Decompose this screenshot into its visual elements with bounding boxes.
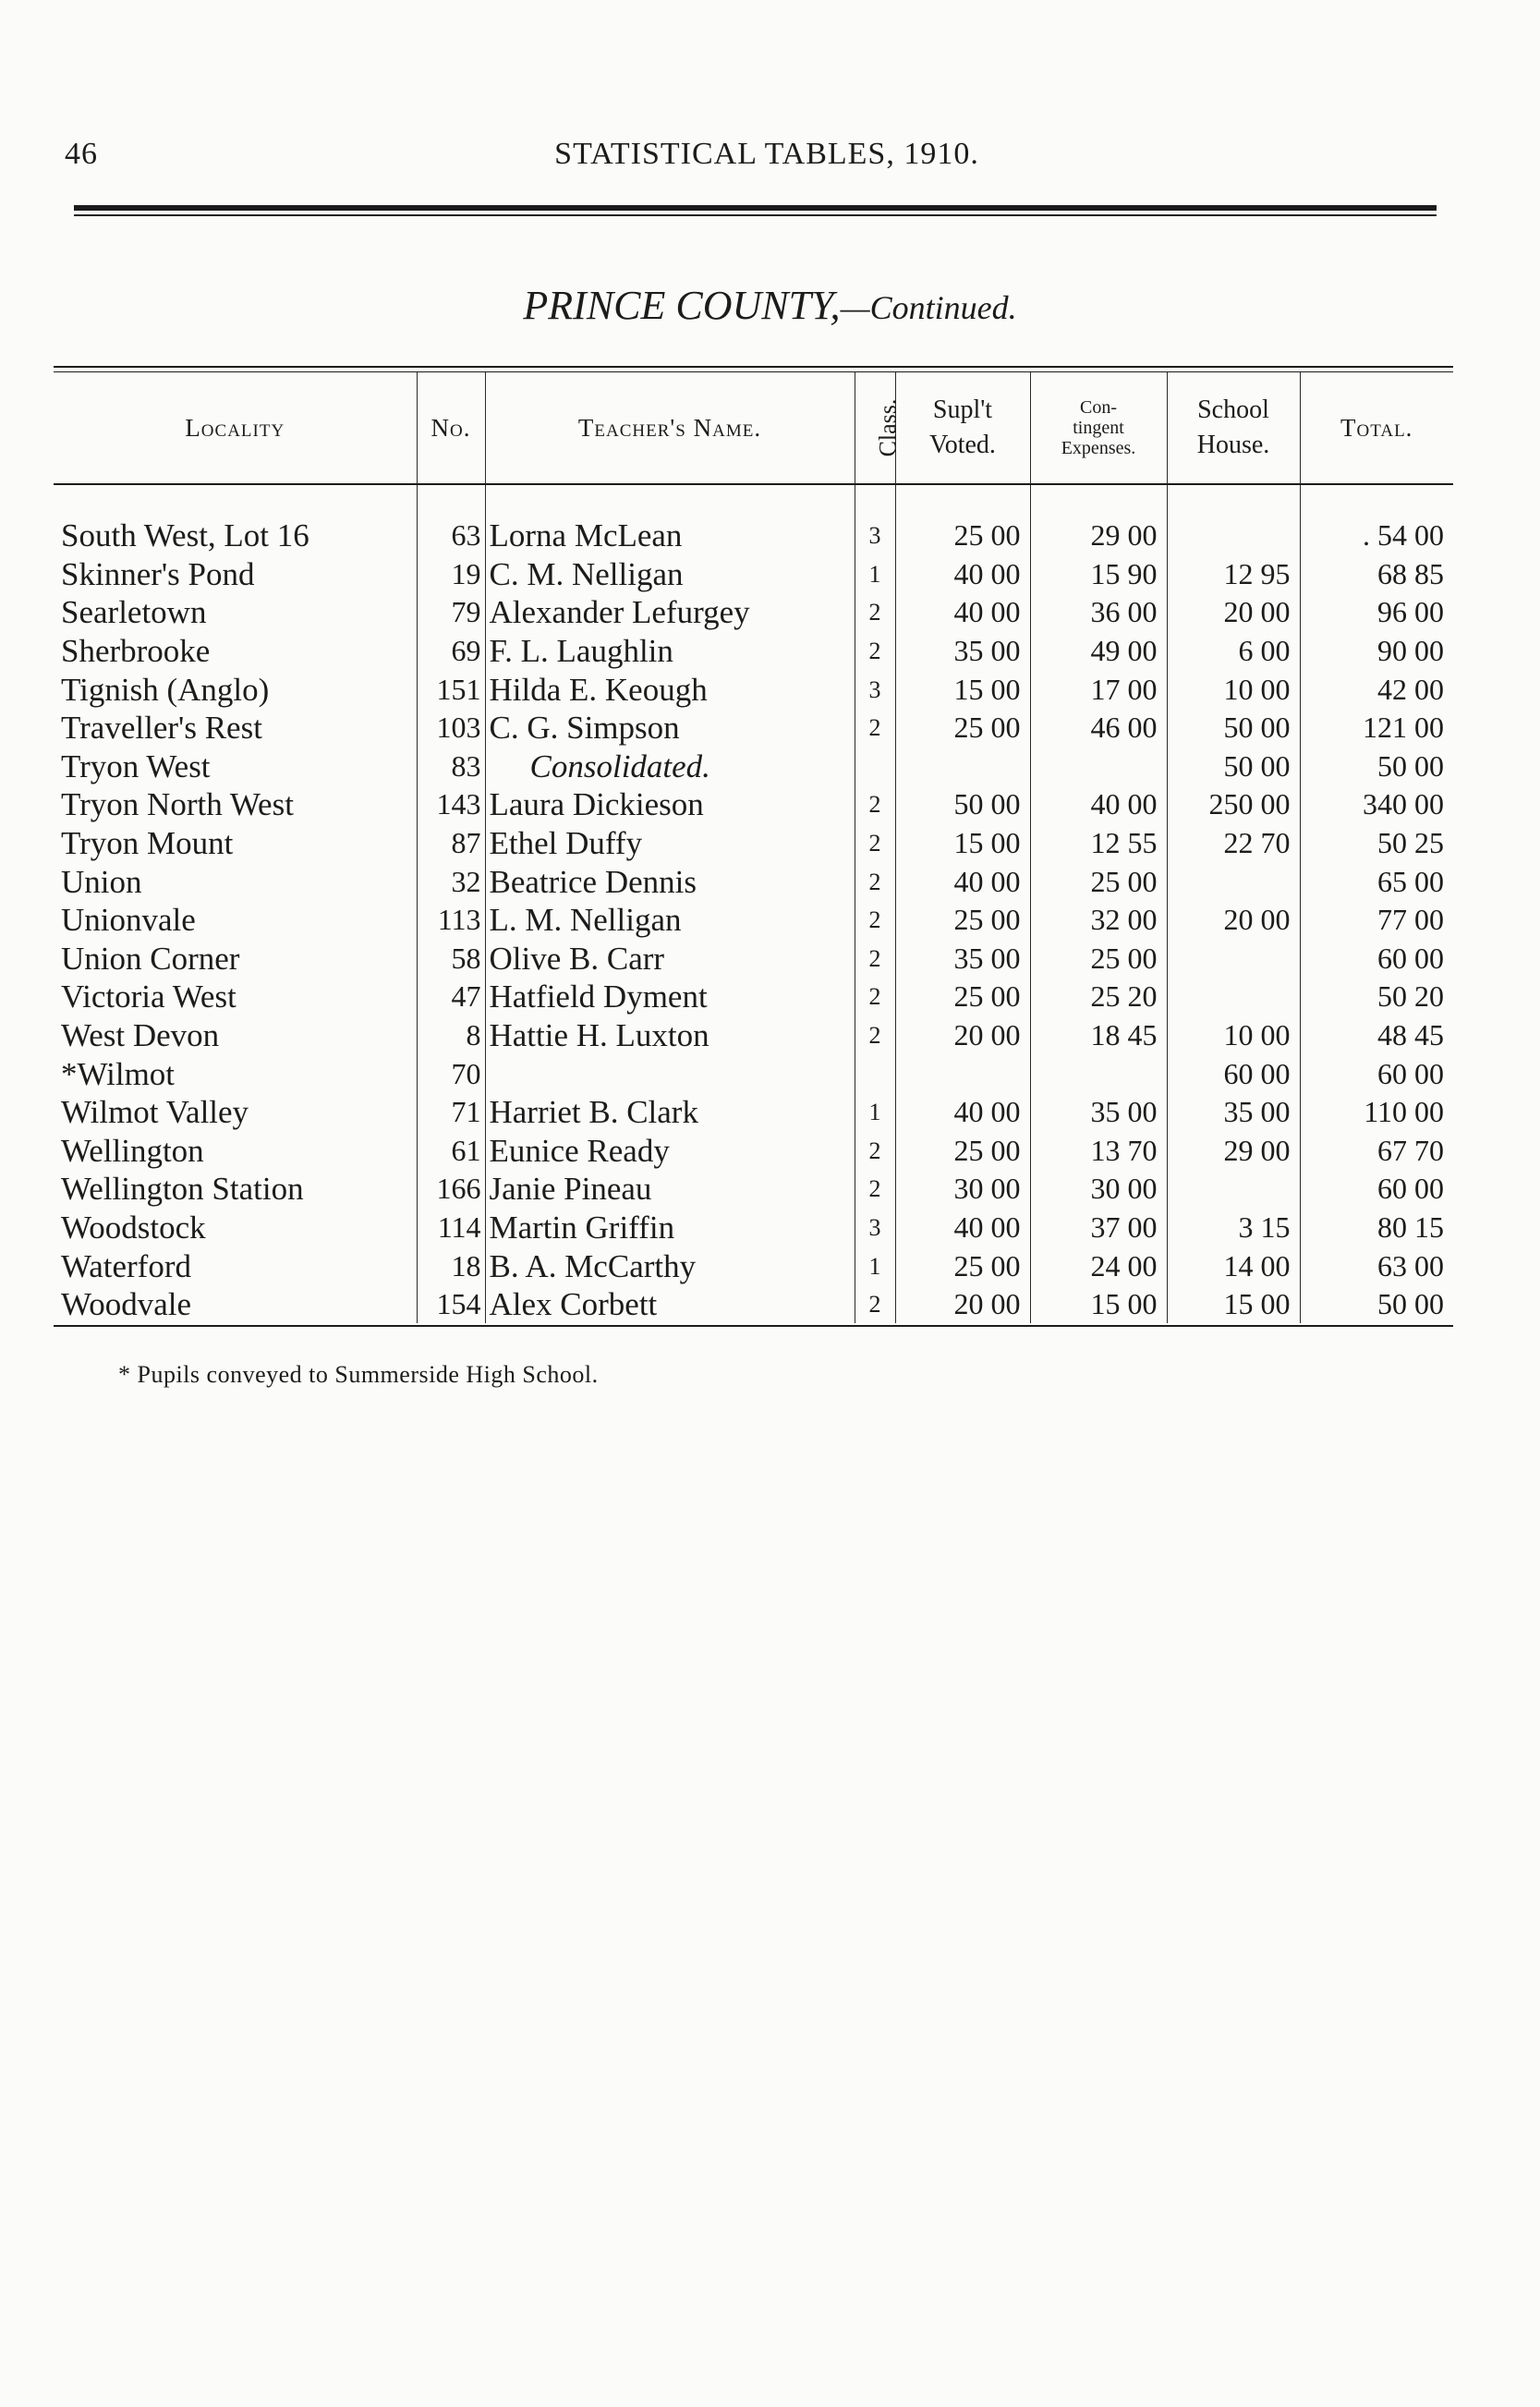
cell-school-house (1167, 1170, 1300, 1209)
cell-school-house: 29 00 (1167, 1132, 1300, 1171)
cell-teacher: Eunice Ready (485, 1132, 855, 1171)
cell-total: 77 00 (1300, 901, 1453, 940)
section-title-continued: —Continued. (840, 289, 1017, 326)
cell-total: 60 00 (1300, 940, 1453, 979)
cell-locality: Tryon North West (61, 786, 294, 823)
cell-school-house: 6 00 (1167, 632, 1300, 671)
cell-teacher: Hattie H. Luxton (485, 1016, 855, 1055)
cell-total: 65 00 (1300, 862, 1453, 901)
cell-school-no: 114 (417, 1209, 485, 1247)
cell-teacher (485, 1054, 855, 1093)
cell-class: 2 (855, 1285, 895, 1324)
cell-locality: Wellington (61, 1132, 204, 1169)
cell-school-house: 60 00 (1167, 1054, 1300, 1093)
col-header-contingent (1030, 372, 1167, 484)
col-cont-line3: Expenses. (1061, 438, 1136, 458)
cell-school-no: 58 (417, 940, 485, 979)
cell-school-house: 14 00 (1167, 1246, 1300, 1285)
cell-supl-voted: 20 00 (895, 1285, 1030, 1324)
cell-school-house: 12 95 (1167, 555, 1300, 594)
cell-contingent: 15 90 (1030, 555, 1167, 594)
col-supl-line2: Voted. (929, 431, 996, 459)
cell-total: 121 00 (1300, 709, 1453, 748)
cell-supl-voted: 25 00 (895, 1132, 1030, 1171)
col-header-class (855, 372, 901, 484)
cell-teacher: C. G. Simpson (485, 709, 855, 748)
col-no-label: No. (430, 413, 471, 442)
cell-class: 2 (855, 824, 895, 863)
page-number: 46 (65, 137, 98, 171)
table-row (54, 632, 1453, 671)
cell-locality: Traveller's Rest (61, 710, 262, 747)
cell-teacher: Laura Dickieson (485, 785, 855, 824)
cell-contingent: 25 00 (1030, 940, 1167, 979)
cell-teacher: L. M. Nelligan (485, 901, 855, 940)
cell-school-house: 250 00 (1167, 785, 1300, 824)
cell-contingent: 49 00 (1030, 632, 1167, 671)
cell-supl-voted: 40 00 (895, 1093, 1030, 1132)
cell-locality: Searletown (61, 594, 207, 631)
cell-class: 2 (855, 632, 895, 671)
cell-teacher: Consolidated. (485, 748, 855, 786)
cell-class: 2 (855, 785, 895, 824)
cell-school-no: 63 (417, 484, 485, 555)
footnote: * Pupils conveyed to Summerside High School. (118, 1361, 599, 1388)
cell-supl-voted: 25 00 (895, 978, 1030, 1016)
cell-school-no: 113 (417, 901, 485, 940)
cell-teacher: Olive B. Carr (485, 940, 855, 979)
cell-school-no: 18 (417, 1246, 485, 1285)
cell-school-house: 3 15 (1167, 1209, 1300, 1247)
col-class-label: Class. (873, 398, 901, 457)
cell-contingent: 29 00 (1030, 484, 1167, 555)
section-title (0, 282, 1540, 329)
cell-class: 2 (855, 593, 895, 632)
cell-teacher: Lorna McLean (485, 484, 855, 555)
cell-total: 48 45 (1300, 1016, 1453, 1055)
cell-supl-voted: 25 00 (895, 901, 1030, 940)
cell-school-house: 22 70 (1167, 824, 1300, 863)
cell-locality: Tignish (Anglo) (61, 671, 270, 708)
col-supl-line1: Supl't (932, 395, 993, 424)
cell-contingent: 24 00 (1030, 1246, 1167, 1285)
col-header-total (1300, 372, 1453, 484)
col-total-label: Total. (1340, 413, 1413, 442)
cell-supl-voted: 40 00 (895, 1209, 1030, 1247)
cell-contingent: 46 00 (1030, 709, 1167, 748)
cell-contingent: 25 00 (1030, 862, 1167, 901)
cell-teacher: Alexander Lefurgey (485, 593, 855, 632)
running-title: STATISTICAL TABLES, 1910. (554, 137, 979, 171)
cell-school-house: 15 00 (1167, 1285, 1300, 1324)
cell-class (855, 1054, 895, 1093)
statistics-table (54, 372, 1453, 1323)
cell-school-house: 10 00 (1167, 670, 1300, 709)
table-row (54, 670, 1453, 709)
table-row (54, 1016, 1453, 1055)
cell-locality: Waterford (61, 1247, 191, 1284)
table-row (54, 593, 1453, 632)
table-row (54, 1054, 1453, 1093)
header-rule (74, 205, 1437, 211)
cell-contingent: 17 00 (1030, 670, 1167, 709)
cell-school-no: 70 (417, 1054, 485, 1093)
cell-class: 3 (855, 1209, 895, 1247)
cell-supl-voted (895, 748, 1030, 786)
col-header-no (417, 372, 485, 484)
cell-total: 96 00 (1300, 593, 1453, 632)
cell-school-no: 79 (417, 593, 485, 632)
col-cont-line1: Con- (1080, 397, 1117, 418)
cell-supl-voted: 25 00 (895, 1246, 1030, 1285)
cell-supl-voted: 40 00 (895, 593, 1030, 632)
cell-total: 50 25 (1300, 824, 1453, 863)
cell-school-no: 87 (417, 824, 485, 863)
cell-total: 50 00 (1300, 1285, 1453, 1324)
cell-supl-voted (895, 1054, 1030, 1093)
cell-locality: Union Corner (61, 940, 240, 977)
cell-teacher: Alex Corbett (485, 1285, 855, 1324)
cell-school-house: 20 00 (1167, 901, 1300, 940)
table-row (54, 862, 1453, 901)
cell-contingent: 12 55 (1030, 824, 1167, 863)
table-row (54, 1132, 1453, 1171)
cell-school-no: 32 (417, 862, 485, 901)
table-top-rule (54, 366, 1453, 368)
cell-school-house: 35 00 (1167, 1093, 1300, 1132)
cell-total: . 54 00 (1300, 484, 1453, 555)
cell-locality: Wilmot Valley (61, 1094, 249, 1131)
cell-supl-voted: 25 00 (895, 484, 1030, 555)
cell-class: 2 (855, 862, 895, 901)
cell-locality: Tryon West (61, 748, 211, 784)
cell-class: 2 (855, 901, 895, 940)
col-header-school-house (1167, 372, 1300, 484)
cell-school-house: 50 00 (1167, 709, 1300, 748)
col-locality-label: Locality (185, 413, 285, 442)
col-header-locality (54, 372, 417, 484)
table-row (54, 785, 1453, 824)
cell-total: 42 00 (1300, 670, 1453, 709)
cell-locality: Tryon Mount (61, 825, 234, 862)
col-header-teacher (485, 372, 855, 484)
cell-class: 2 (855, 1016, 895, 1055)
header-rule-thin (74, 214, 1437, 216)
table-row (54, 824, 1453, 863)
cell-teacher: Hilda E. Keough (485, 670, 855, 709)
table-row (54, 1209, 1453, 1247)
cell-class: 2 (855, 978, 895, 1016)
cell-supl-voted: 40 00 (895, 555, 1030, 594)
cell-teacher: B. A. McCarthy (485, 1246, 855, 1285)
cell-locality: Union (61, 863, 142, 900)
cell-total: 90 00 (1300, 632, 1453, 671)
cell-contingent: 35 00 (1030, 1093, 1167, 1132)
cell-locality: Wellington Station (61, 1171, 304, 1208)
table-row (54, 1093, 1453, 1132)
table-header-row (54, 372, 1453, 484)
cell-school-no: 8 (417, 1016, 485, 1055)
cell-class: 2 (855, 940, 895, 979)
cell-supl-voted: 35 00 (895, 940, 1030, 979)
running-header (55, 137, 1441, 183)
cell-total: 67 70 (1300, 1132, 1453, 1171)
cell-contingent: 37 00 (1030, 1209, 1167, 1247)
cell-locality: West Devon (61, 1017, 220, 1054)
cell-supl-voted: 40 00 (895, 862, 1030, 901)
cell-contingent: 25 20 (1030, 978, 1167, 1016)
cell-contingent (1030, 1054, 1167, 1093)
cell-school-house: 50 00 (1167, 748, 1300, 786)
col-teacher-label: Teacher's Name. (577, 413, 762, 442)
table-row (54, 978, 1453, 1016)
cell-supl-voted: 30 00 (895, 1170, 1030, 1209)
cell-contingent: 32 00 (1030, 901, 1167, 940)
table-row (54, 484, 1453, 555)
table-row (54, 1285, 1453, 1324)
cell-teacher: Ethel Duffy (485, 824, 855, 863)
cell-contingent: 18 45 (1030, 1016, 1167, 1055)
table-bottom-rule (54, 1325, 1453, 1327)
cell-school-no: 61 (417, 1132, 485, 1171)
cell-supl-voted: 15 00 (895, 670, 1030, 709)
cell-total: 60 00 (1300, 1054, 1453, 1093)
cell-class: 2 (855, 1170, 895, 1209)
cell-school-house (1167, 978, 1300, 1016)
cell-supl-voted: 35 00 (895, 632, 1030, 671)
cell-teacher: Martin Griffin (485, 1209, 855, 1247)
cell-total: 60 00 (1300, 1170, 1453, 1209)
cell-total: 340 00 (1300, 785, 1453, 824)
cell-class: 2 (855, 709, 895, 748)
cell-locality: Woodstock (61, 1209, 206, 1246)
table-row (54, 748, 1453, 786)
cell-class (855, 748, 895, 786)
table-row (54, 940, 1453, 979)
cell-teacher: Hatfield Dyment (485, 978, 855, 1016)
cell-school-house (1167, 484, 1300, 555)
col-header-supl (895, 372, 1030, 484)
cell-school-house: 20 00 (1167, 593, 1300, 632)
cell-school-no: 151 (417, 670, 485, 709)
cell-locality: Victoria West (61, 979, 236, 1015)
cell-school-no: 47 (417, 978, 485, 1016)
cell-supl-voted: 25 00 (895, 709, 1030, 748)
cell-teacher: Beatrice Dennis (485, 862, 855, 901)
cell-contingent: 36 00 (1030, 593, 1167, 632)
cell-class: 1 (855, 555, 895, 594)
cell-school-house: 10 00 (1167, 1016, 1300, 1055)
table-row (54, 901, 1453, 940)
cell-locality: South West, Lot 16 (61, 517, 309, 554)
col-cont-line2: tingent (1073, 418, 1124, 438)
cell-contingent: 15 00 (1030, 1285, 1167, 1324)
cell-locality: Unionvale (61, 902, 196, 939)
cell-school-no: 19 (417, 555, 485, 594)
cell-contingent: 40 00 (1030, 785, 1167, 824)
cell-contingent: 30 00 (1030, 1170, 1167, 1209)
cell-school-house (1167, 940, 1300, 979)
table-row (54, 555, 1453, 594)
cell-school-house (1167, 862, 1300, 901)
table-row (54, 709, 1453, 748)
cell-school-no: 71 (417, 1093, 485, 1132)
cell-contingent: 13 70 (1030, 1132, 1167, 1171)
cell-total: 50 20 (1300, 978, 1453, 1016)
cell-class: 3 (855, 484, 895, 555)
section-title-main: PRINCE COUNTY, (523, 283, 841, 328)
cell-teacher: Harriet B. Clark (485, 1093, 855, 1132)
cell-locality: Woodvale (61, 1286, 192, 1323)
cell-teacher: C. M. Nelligan (485, 555, 855, 594)
cell-supl-voted: 50 00 (895, 785, 1030, 824)
cell-school-no: 166 (417, 1170, 485, 1209)
cell-class: 1 (855, 1246, 895, 1285)
cell-locality: *Wilmot (61, 1055, 176, 1092)
col-school-line1: School (1197, 395, 1269, 424)
cell-school-no: 143 (417, 785, 485, 824)
cell-locality: Skinner's Pond (61, 555, 255, 592)
cell-total: 80 15 (1300, 1209, 1453, 1247)
cell-contingent (1030, 748, 1167, 786)
cell-total: 63 00 (1300, 1246, 1453, 1285)
table-body (54, 484, 1453, 1323)
cell-supl-voted: 15 00 (895, 824, 1030, 863)
cell-teacher: Janie Pineau (485, 1170, 855, 1209)
cell-locality: Sherbrooke (61, 633, 211, 670)
cell-class: 3 (855, 670, 895, 709)
cell-class: 2 (855, 1132, 895, 1171)
cell-supl-voted: 20 00 (895, 1016, 1030, 1055)
cell-total: 68 85 (1300, 555, 1453, 594)
cell-school-no: 154 (417, 1285, 485, 1324)
table-row (54, 1246, 1453, 1285)
cell-school-no: 83 (417, 748, 485, 786)
statistics-table-container (54, 366, 1453, 1327)
cell-total: 110 00 (1300, 1093, 1453, 1132)
cell-class: 1 (855, 1093, 895, 1132)
table-row (54, 1170, 1453, 1209)
cell-school-no: 69 (417, 632, 485, 671)
cell-school-no: 103 (417, 709, 485, 748)
cell-total: 50 00 (1300, 748, 1453, 786)
col-school-line2: House. (1196, 431, 1270, 459)
cell-teacher: F. L. Laughlin (485, 632, 855, 671)
